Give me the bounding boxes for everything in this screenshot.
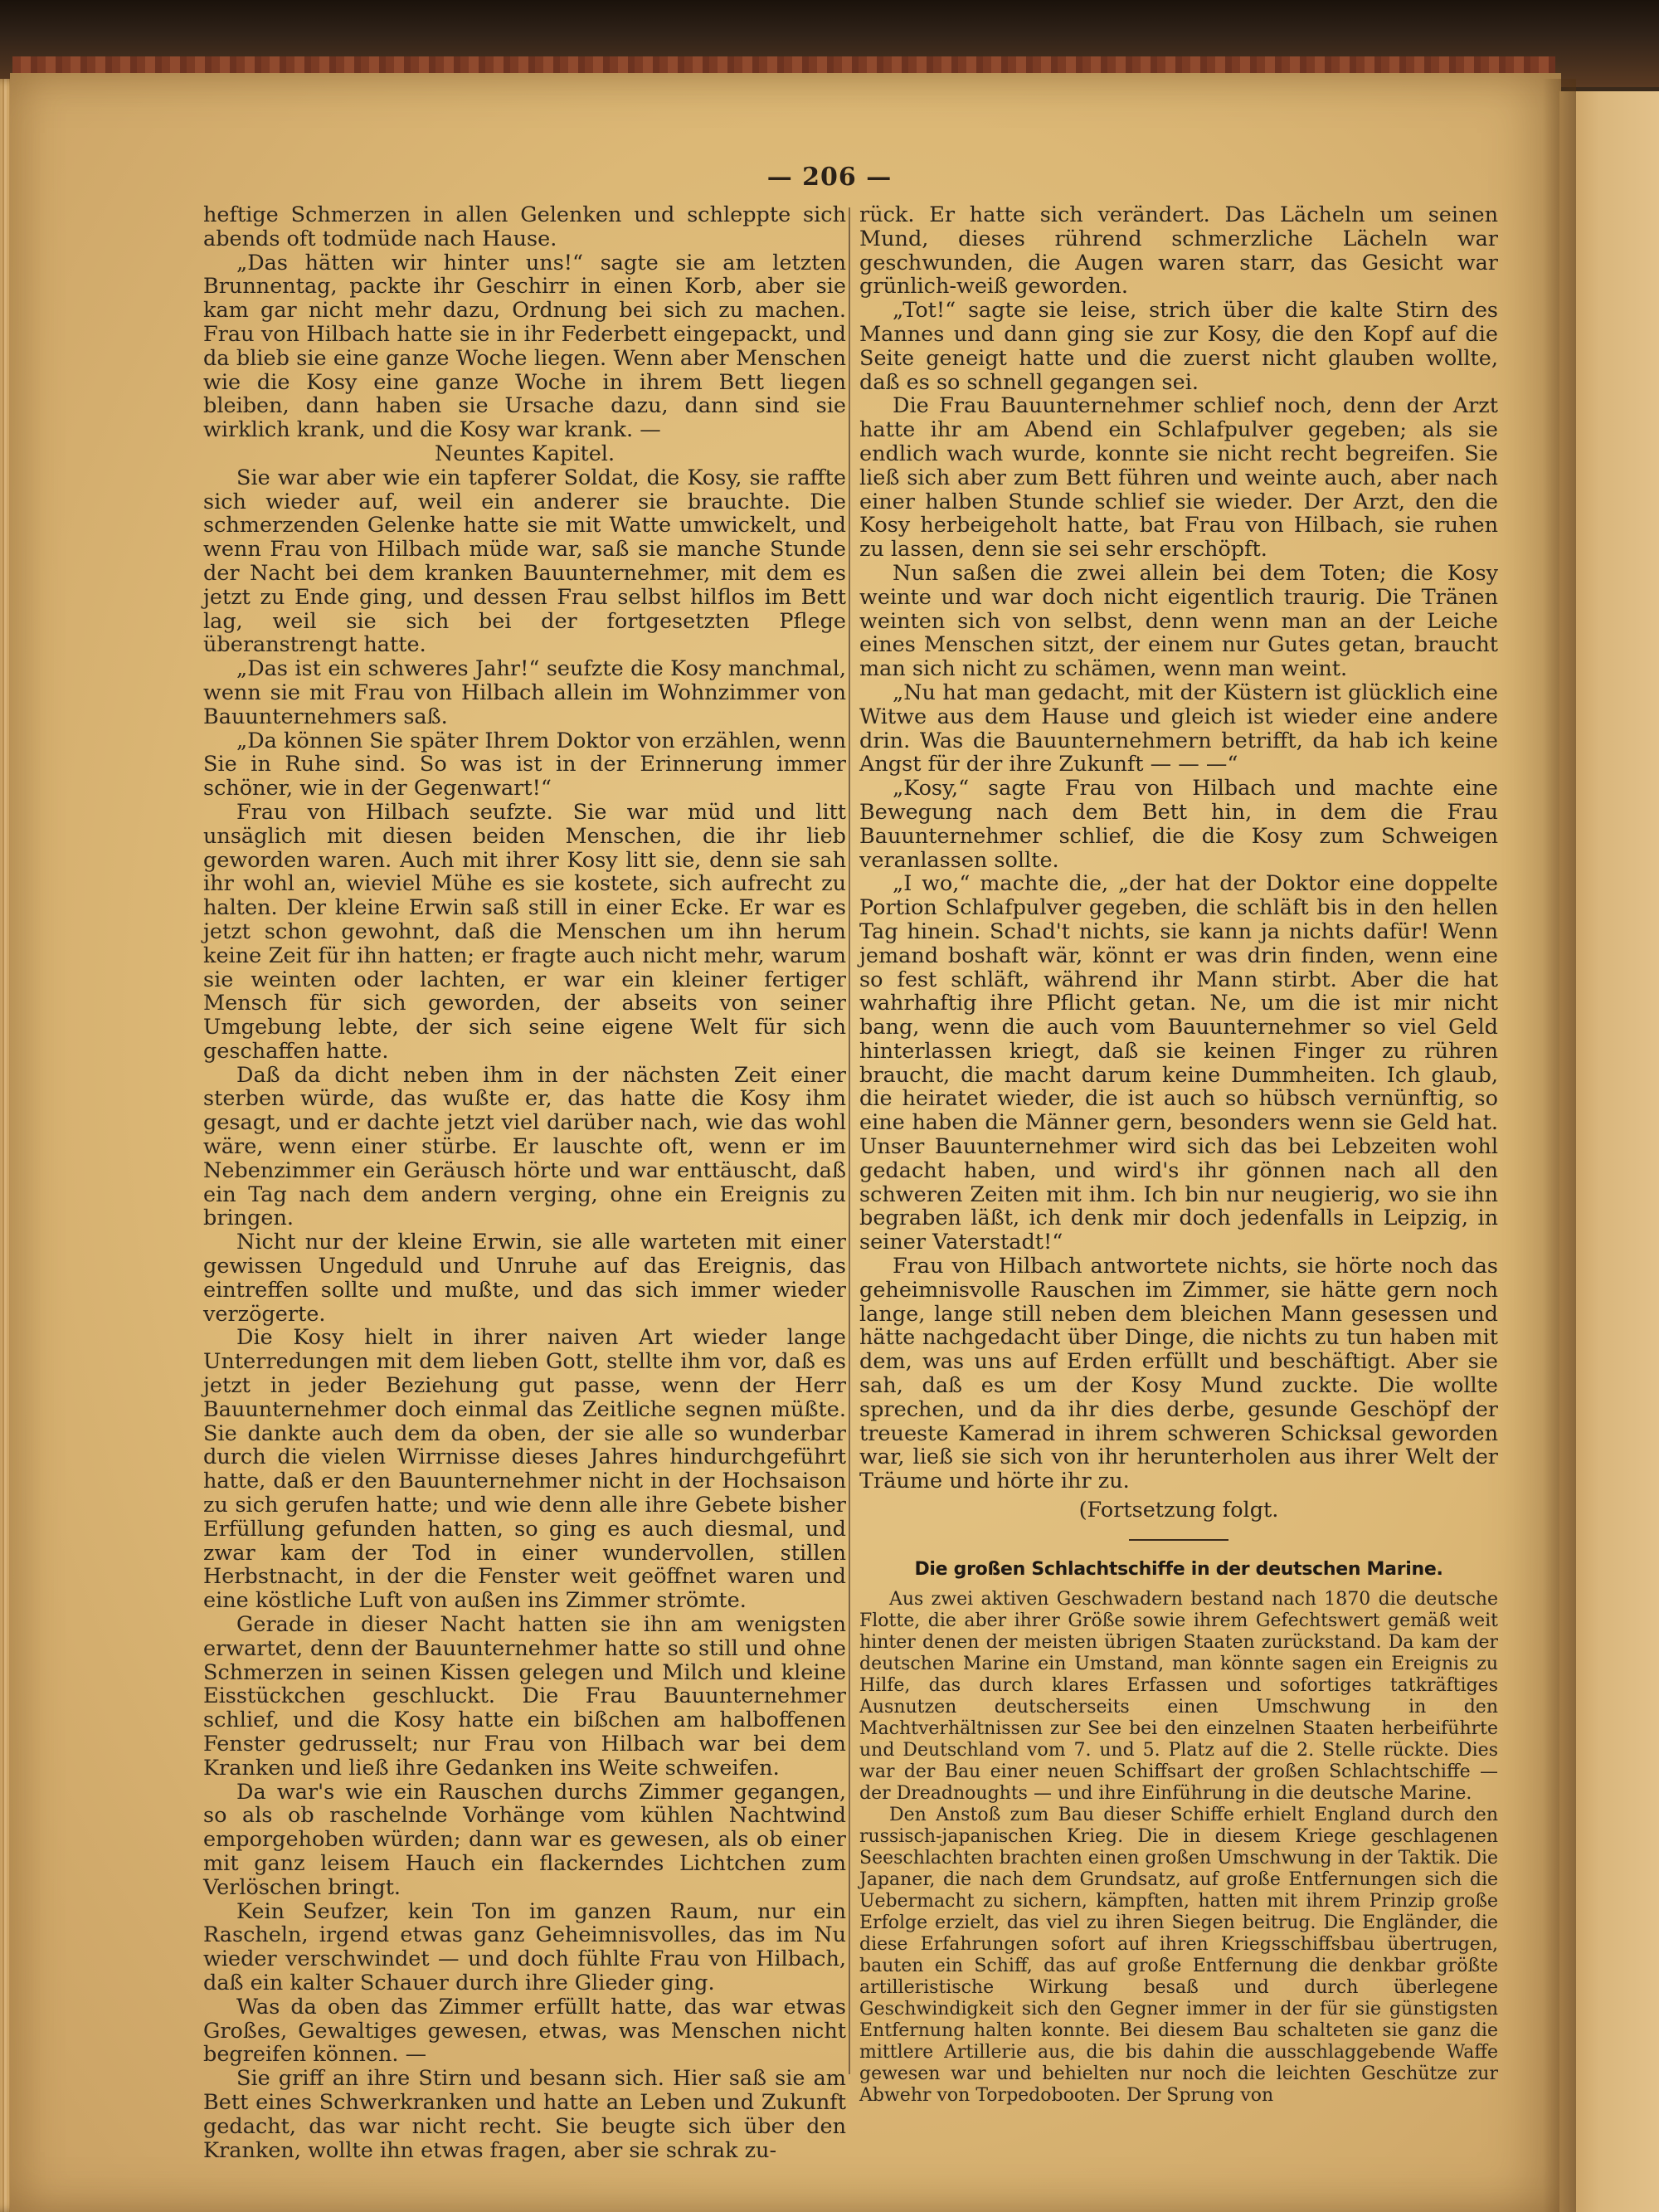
story-right-column — [859, 203, 1498, 2128]
story-paragraph: „I wo,“ machte die, „der hat der Doktor eine doppelte Portion Schlafpulver gegeben, die schläft bis in den hellen Tag hinein. Schad't nichts, sie kann ja nichts dafür! Wenn jemand boshaft wär, könnt er was drin finden, wenn eine so fest schläft, während ihr Mann stirbt. Aber die hat wahrhaftig ihre Pflicht getan. Ne, um die ist mir nicht bang, wenn die auch vom Bauunternehmer so viel Geld hinterlassen kriegt, daß sie keinen Finger zu rühren braucht, die macht darum keine Dummheiten. Ich glaub, die heiratet wieder, die ist auch so hübsch vernünftig, so eine haben die Männer gern, besonders wenn sie Geld hat. Unser Bauunternehmer wird sich das bei Lebzeiten wohl gedacht haben, und wird's ihr gönnen nach all den schweren Zeiten mit ihm. Ich bin nur neugierig, wo sie ihn begraben läßt, ich denk mir doch jedenfalls in Leipzig, in seiner Vaterstadt!“ — [859, 871, 1498, 1255]
article-paragraph: Aus zwei aktiven Geschwadern bestand nach 1870 die deutsche Flotte, die aber ihrer Größe sowie ihrem Gefechtswert gemäß weit hinter denen der meisten übrigen Staaten zurückstand. Da kam der deutschen Marine ein Umstand, man könnte sagen ein Ereignis zu Hilfe, das durch klares Erfassen und sofortiges tatkräftiges Ausnutzen deutscherseits einen Umschwung in den Machtverhältnissen zur See bei den einzelnen Staaten herbeiführte und Deutschland vom 7. und 5. Platz auf die 2. Stelle rückte. Dies war der Bau einer neuen Schiffsart der großen Schlachtschiffe — der Dreadnoughts — und ihre Einführung in die deutsche Marine. — [859, 1588, 1498, 1804]
article-section — [859, 1559, 1498, 2107]
story-paragraph: rück. Er hatte sich verändert. Das Lächeln um seinen Mund, dieses rührend schmerzliche Lächeln war geschwunden, die Augen waren starr, das Gesicht war grünlich-weiß geworden. — [859, 202, 1498, 300]
story-paragraph: „Das hätten wir hinter uns!“ sagte sie am letzten Brunnentag, packte ihr Geschirr in einen Korb, aber sie kam gar nicht mehr dazu, Ordnung bei sich zu machen. Frau von Hilbach hatte sie in ihr Federbett eingepackt, und da blieb sie eine ganze Woche liegen. Wenn aber Menschen wie die Kosy eine ganze Woche in ihrem Bett liegen bleiben, dann haben sie Ursache dazu, dann sind sie wirklich krank, und die Kosy war krank. — — [203, 250, 846, 443]
story-paragraph: „Kosy,“ sagte Frau von Hilbach und machte eine Bewegung nach dem Bett hin, in dem die Frau Bauunternehmer schlief, die die Kosy zum Schweigen veranlassen sollte. — [859, 776, 1498, 873]
column-divider — [849, 207, 850, 2074]
story-paragraph: Frau von Hilbach antwortete nichts, sie hörte noch das geheimnisvolle Rauschen im Zimmer, sie hätte gern noch lange, lange still neben dem bleichen Mann gesessen und hätte nachgedacht über Dinge, die nichts zu tun haben mit dem, was uns auf Erden erfüllt und beschäftigt. Aber sie sah, daß es um der Kosy Mund zuckte. Die wollte sprechen, und da ihr dies derbe, gesunde Geschöpf der treueste Kamerad in ihrem schweren Schicksal geworden war, ließ sie sich von ihr herunterholen aus ihrer Welt der Träume und hörte ihr zu. — [859, 1254, 1498, 1494]
section-divider — [1129, 1539, 1228, 1541]
story-paragraph: „Da können Sie später Ihrem Doktor von erzählen, wenn Sie in Ruhe sind. So was ist in der Erinnerung immer schöner, wie in der Gegenwart!“ — [203, 728, 846, 801]
continuation-note: (Fortsetzung folgt. — [1078, 1498, 1279, 1523]
story-paragraph: heftige Schmerzen in allen Gelenken und schleppte sich abends oft todmüde nach Hause. — [203, 202, 846, 251]
story-paragraph: Was da oben das Zimmer erfüllt hatte, das war etwas Großes, Gewaltiges gewesen, etwas, was Menschen nicht begreifen können. — — [203, 1994, 846, 2068]
story-paragraph: Nicht nur der kleine Erwin, sie alle warteten mit einer gewissen Ungeduld und Unruhe auf das Ereignis, das eintreffen sollte und mußte, und das sich immer wieder verzögerte. — [203, 1230, 846, 1327]
story-paragraph: „Tot!“ sagte sie leise, strich über die kalte Stirn des Mannes und dann ging sie zur Kosy, die den Kopf auf die Seite geneigt hatte und die zuerst nicht glauben wollte, daß es so schnell gegangen sei. — [859, 298, 1498, 395]
chapter-heading: Neuntes Kapitel. — [434, 441, 615, 466]
story-paragraph: Frau von Hilbach seufzte. Sie war müd und litt unsäglich mit diesen beiden Menschen, die ihr lieb geworden waren. Auch mit ihrer Kosy litt sie, denn sie sah ihr wohl an, wieviel Mühe es sie kostete, sich aufrecht zu halten. Der kleine Erwin saß still in einer Ecke. Er war es jetzt schon gewohnt, daß die Menschen um ihn herum keine Zeit für ihn hatten; er fragte auch nicht mehr, warum sie weinten oder lachten, er war ein kleiner fertiger Mensch für sich geworden, der abseits von seiner Umgebung lebte, der sich seine eigene Welt für sich geschaffen hatte. — [203, 799, 846, 1064]
story-paragraph: Nun saßen die zwei allein bei dem Toten; die Kosy weinte und war doch nicht eigentlich traurig. Die Tränen weinten sich von selbst, denn wenn man an der Leiche eines Menschen sitzt, der einem nur Gutes getan, braucht man sich nicht zu schämen, wenn man weint. — [859, 560, 1498, 682]
binding-band — [12, 56, 1555, 75]
gutter-shadow — [1543, 79, 1576, 2212]
story-paragraph: Daß da dicht neben ihm in der nächsten Zeit einer sterben würde, das wußte er, das hatte die Kosy ihm gesagt, und er dachte jetzt viel darüber nach, wie das wohl wäre, wenn einer stürbe. Er lauschte oft, wenn er im Nebenzimmer ein Geräusch hörte und war enttäuscht, daß ein Tag nach dem andern verging, ohne ein Ereignis zu bringen. — [203, 1062, 846, 1231]
story-left-column — [203, 202, 846, 2163]
story-paragraph: Da war's wie ein Rauschen durchs Zimmer gegangen, so als ob raschelnde Vorhänge vom kühlen Nachtwind emporgehoben würden; dann war es gewesen, als ob einer mit ganz leisem Hauch ein flackerndes Lichtchen zum Verlöschen bringt. — [203, 1779, 846, 1900]
story-paragraph: „Nu hat man gedacht, mit der Küstern ist glücklich eine Witwe aus dem Hause und gleich ist wieder eine andere drin. Was die Bauunternehmern betrifft, da hab ich keine Angst für der ihre Zukunft — — —“ — [859, 680, 1498, 777]
story-paragraph: Die Kosy hielt in ihrer naiven Art wieder lange Unterredungen mit dem lieben Gott, stellte ihm vor, daß es jetzt in jeder Beziehung gut passe, wenn der Herr Bauunternehmer doch einmal das Zeitliche segnen müßte. Sie dankte auch dem da oben, der sie alle so wunderbar durch die vielen Wirrnisse dieses Jahres hindurchgeführt hatte, daß er den Bauunternehmer nicht in der Hochsaison zu sich gerufen hatte; und wie denn alle ihre Gebete bisher Erfüllung gefunden hatten, so ging es auch diesmal, und zwar kam der Tod in einer wundervollen, stillen Herbstnacht, in der die Fenster weit geöffnet waren und eine köstliche Luft von außen ins Zimmer strömte. — [203, 1325, 846, 1614]
article-title: Die großen Schlachtschiffe in der deutschen Marine. — [914, 1558, 1443, 1580]
article-paragraph: Den Anstoß zum Bau dieser Schiffe erhielt England durch den russisch-japanischen Krieg. Die in diesem Kriege geschlagenen Seeschlachten brachten einen großen Umschwung in der Taktik. Die Japaner, die nach dem Grundsatz, auf große Entfernungen sich die Uebermacht zu sichern, kämpften, hatten mit ihrem Prinzip große Erfolge erzielt, das viel zu ihren Siegen beitrug. Die Engländer, die diese Erfahrungen sofort auf ihren Kriegsschiffsbau übertrugen, bauten ein Schiff, das auf große Entfernung die denkbar größte artilleristische Wirkung besaß und durch überlegene Geschwindigkeit sich den Gegner immer in der für sie günstigsten Entfernung halten konnte. Bei diesem Bau schalteten sie ganz die mittlere Artillerie aus, die bis dahin die ausschlaggebende Waffe gewesen war und behielten nur noch die leichten Geschütze zur Abwehr von Torpedobooten. Der Sprung von — [859, 1804, 1498, 2106]
story-paragraph: Sie war aber wie ein tapferer Soldat, die Kosy, sie raffte sich wieder auf, weil ein anderer sie brauchte. Die schmerzenden Gelenke hatte sie mit Watte umwickelt, und wenn Frau von Hilbach müde war, saß sie manche Stunde der Nacht bei dem kranken Bauunternehmer, mit dem es jetzt zu Ende ging, und dessen Frau selbst hilflos im Bett lag, weil sie sich bei der fortgesetzten Pflege überanstrengt hatte. — [203, 465, 846, 658]
story-paragraph: „Das ist ein schweres Jahr!“ seufzte die Kosy manchmal, wenn sie mit Frau von Hilbach allein im Wohnzimmer von Bauunternehmers saß. — [203, 656, 846, 729]
story-paragraph: Die Frau Bauunternehmer schlief noch, denn der Arzt hatte ihr am Abend ein Schlafpulver gegeben; als sie endlich wach wurde, konnte sie nicht recht begreifen. Sie ließ sich aber zum Bett führen und weinte auch, aber nach einer halben Stunde schlief sie wieder. Der Arzt, den die Kosy herbeigeholt hatte, bat Frau von Hilbach, sie ruhen zu lassen, denn sie sei sehr erschöpft. — [859, 393, 1498, 563]
story-paragraph: Kein Seufzer, kein Ton im ganzen Raum, nur ein Rascheln, irgend etwas ganz Geheimnisvolles, das im Nu wieder verschwindet — und doch fühlte Frau von Hilbach, daß ein kalter Schauer durch ihre Glieder ging. — [203, 1898, 846, 1995]
story-paragraph: Gerade in dieser Nacht hatten sie ihn am wenigsten erwartet, denn der Bauunternehmer hatte so still und ohne Schmerzen in seinen Kissen gelegen und Milch und kleine Eisstückchen geschluckt. Die Frau Bauunternehmer schlief, und die Kosy hatte ein bißchen am halboffenen Fenster gedrusselt; nur Frau von Hilbach war bei dem Kranken und ließ ihre Gedanken ins Weite schweifen. — [203, 1612, 846, 1781]
page-number: — 206 — — [766, 163, 893, 192]
story-paragraph: Sie griff an ihre Stirn und besann sich. Hier saß sie am Bett eines Schwerkranken und hatte an Leben und Zukunft gedacht, das war nicht recht. Sie beugte sich über den Kranken, wollte ihn etwas fragen, aber sie schrak zu- — [203, 2066, 846, 2163]
